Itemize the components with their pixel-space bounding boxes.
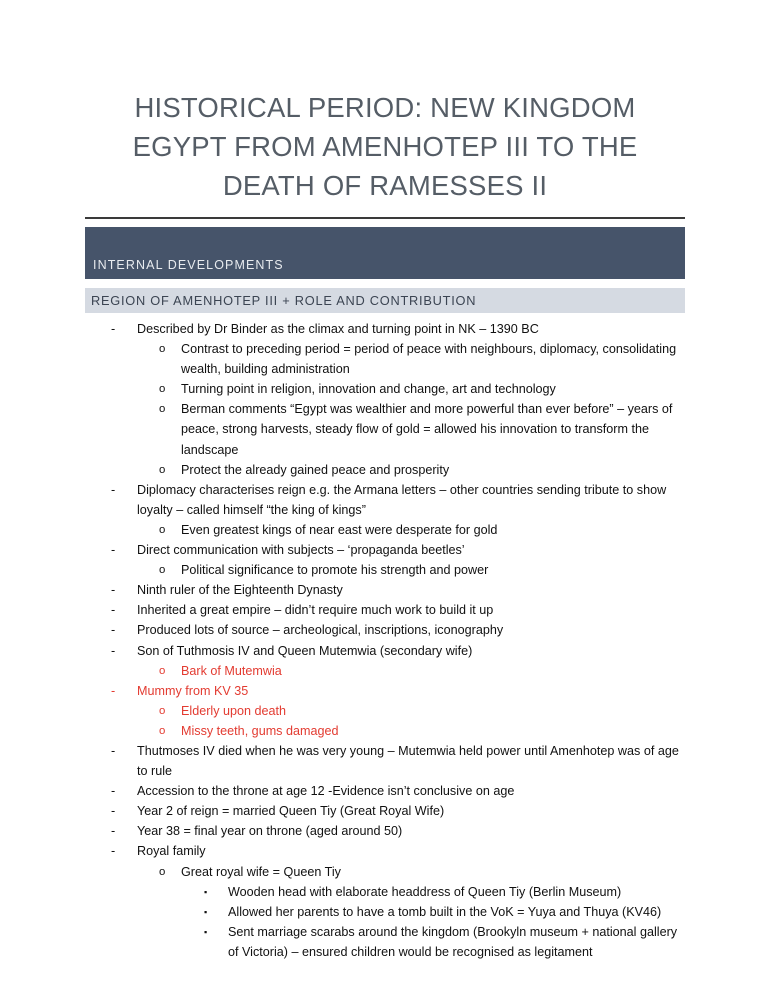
bullet-marker-level-3: ▪ — [204, 886, 208, 897]
outline-item-text: Elderly upon death — [181, 703, 287, 718]
bullet-marker-level-2: o — [159, 403, 166, 416]
bullet-marker-level-3: ▪ — [204, 906, 208, 917]
outline-item-text: Mummy from KV 35 — [137, 683, 249, 698]
outline-item-level-1 — [85, 841, 685, 861]
outline-item-level-3 — [85, 902, 685, 922]
bullet-marker-level-2: o — [159, 463, 166, 476]
outline-item-level-1 — [85, 580, 685, 600]
outline-item-level-1 — [85, 600, 685, 620]
outline-item-text: Turning point in religion, innovation and change, art and technology — [181, 382, 556, 397]
bullet-marker-level-1: - — [111, 583, 116, 598]
outline-item-level-1 — [85, 681, 685, 701]
bullet-marker-level-2: o — [159, 383, 166, 396]
outline-item-level-1 — [85, 801, 685, 821]
bullet-marker-level-2: o — [159, 523, 166, 536]
bullet-marker-level-2: o — [159, 724, 166, 737]
bullet-marker-level-2: o — [159, 704, 166, 717]
bullet-marker-level-1: - — [111, 543, 116, 558]
outline-item-text: Inherited a great empire – didn’t require much work to build it up — [137, 603, 494, 618]
bullet-marker-level-1: - — [111, 623, 116, 638]
bullet-marker-level-1: - — [111, 824, 116, 839]
outline-item-text: Described by Dr Binder as the climax and turning point in NK – 1390 BC — [137, 322, 539, 336]
outline-item-level-1 — [85, 319, 685, 339]
title-divider — [85, 217, 685, 219]
outline-item-text: Political significance to promote his strength and power — [181, 563, 489, 578]
outline-item-text: Ninth ruler of the Eighteenth Dynasty — [137, 583, 343, 598]
outline-items — [85, 319, 685, 962]
outline-item-text: Even greatest kings of near east were desperate for gold — [181, 522, 498, 537]
outline-item-text: Thutmoses IV died when he was very young – Mutemwia held power until Amenhotep was of age to rule — [137, 743, 679, 779]
outline-item-level-1 — [85, 781, 685, 801]
outline-item-text: Direct communication with subjects – ‘propaganda beetles’ — [137, 543, 465, 558]
outline-item-text: Wooden head with elaborate headdress of Queen Tiy (Berlin Museum) — [228, 884, 622, 899]
outline-item-text: Diplomacy characterises reign e.g. the Armana letters – other countries sending tribute to show loyalty – called himself “the king of kings” — [137, 482, 667, 517]
bullet-marker-level-1: - — [111, 603, 116, 618]
outline-item-level-1 — [85, 480, 685, 520]
bullet-marker-level-1: - — [111, 784, 116, 799]
outline-item-text: Protect the already gained peace and prosperity — [181, 462, 450, 477]
outline-item-level-2 — [85, 721, 685, 741]
outline-item-level-2 — [85, 379, 685, 399]
outline-item-level-2 — [85, 460, 685, 480]
outline-item-text: Missy teeth, gums damaged — [181, 723, 339, 738]
outline-item-text: Produced lots of source – archeological, inscriptions, iconography — [137, 623, 504, 638]
outline-item-text: Contrast to preceding period = period of peace with neighbours, diplomacy, consolidating wealth, building administration — [181, 342, 677, 377]
document-content — [85, 0, 685, 962]
outline-item-text: Bark of Mutemwia — [181, 663, 282, 678]
page-title: HISTORICAL PERIOD: NEW KINGDOM EGYPT FROM AMENHOTEP III TO THE DEATH OF RAMESSES II — [132, 92, 638, 201]
outline-item-text: Great royal wife = Queen Tiy — [181, 864, 341, 879]
outline-item-level-1 — [85, 741, 685, 781]
bullet-marker-level-1: - — [111, 743, 116, 758]
outline-item-level-2 — [85, 560, 685, 580]
outline-item-text: Year 2 of reign = married Queen Tiy (Great Royal Wife) — [137, 804, 445, 819]
outline-item-text: Berman comments “Egypt was wealthier and more powerful than ever before” – years of peace, strong harvests, steady flow of gold = allowed his innovation to transform the landscape — [181, 402, 673, 457]
outline-item-text: Allowed her parents to have a tomb built in the VoK = Yuya and Thuya (KV46) — [228, 904, 662, 919]
outline-item-text: Year 38 = final year on throne (aged around 50) — [137, 824, 403, 839]
outline-item-level-1 — [85, 821, 685, 841]
outline-list — [85, 319, 685, 962]
outline-item-level-2 — [85, 520, 685, 540]
bullet-marker-level-1: - — [111, 804, 116, 819]
outline-item-level-1 — [85, 620, 685, 640]
subsection-heading-bar — [85, 288, 685, 313]
section-heading-label: INTERNAL DEVELOPMENTS — [93, 258, 284, 272]
outline-item-level-1 — [85, 540, 685, 560]
bullet-marker-level-2: o — [159, 664, 166, 677]
outline-item-text: Royal family — [137, 844, 206, 859]
outline-item-level-1 — [85, 641, 685, 661]
outline-item-level-3 — [85, 922, 685, 962]
subsection-heading-label: REGION OF AMENHOTEP III + ROLE AND CONTRIBUTION — [91, 293, 477, 308]
outline-item-text: Accession to the throne at age 12 -Evidence isn’t conclusive on age — [137, 784, 515, 799]
bullet-marker-level-1: - — [111, 844, 116, 859]
bullet-marker-level-1: - — [111, 643, 116, 658]
bullet-marker-level-2: o — [159, 564, 166, 577]
outline-item-level-3 — [85, 882, 685, 902]
outline-item-level-2 — [85, 661, 685, 681]
bullet-marker-level-1: - — [111, 322, 116, 336]
bullet-marker-level-1: - — [111, 683, 116, 698]
bullet-marker-level-1: - — [111, 482, 116, 497]
section-heading-bar — [85, 227, 685, 279]
bullet-marker-level-2: o — [159, 865, 166, 878]
outline-item-text: Sent marriage scarabs around the kingdom (Brookyln museum + national gallery of Victoria) – ensured children would be recognised as legitament — [228, 924, 678, 959]
bullet-marker-level-3: ▪ — [204, 926, 208, 937]
outline-item-level-2 — [85, 701, 685, 721]
bullet-marker-level-2: o — [159, 343, 166, 356]
outline-item-level-2 — [85, 339, 685, 379]
outline-item-text: Son of Tuthmosis IV and Queen Mutemwia (secondary wife) — [137, 643, 473, 658]
outline-item-level-2 — [85, 399, 685, 459]
outline-item-level-2 — [85, 862, 685, 882]
